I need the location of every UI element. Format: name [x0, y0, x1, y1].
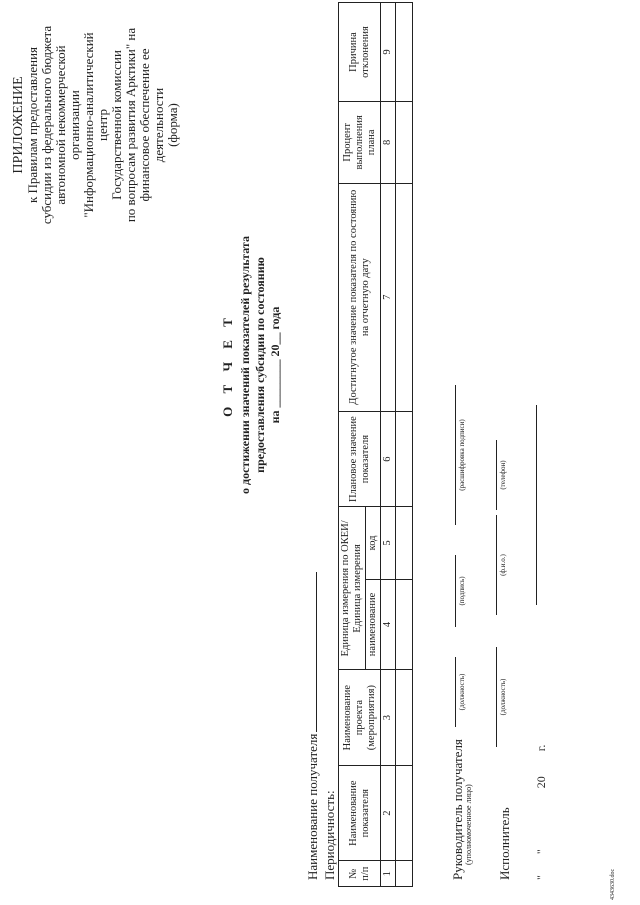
appendix-line: по вопросам развития Арктики" на: [123, 27, 138, 223]
column-header-unit-name: наименование: [366, 579, 381, 670]
report-subtitle-line: предоставления субсидии по состоянию: [253, 257, 267, 473]
column-number: 6: [381, 411, 396, 507]
signature-line: [496, 647, 497, 747]
position-caption: (должность): [499, 678, 507, 716]
empty-cell: [396, 670, 413, 766]
executor-label: Исполнитель: [497, 807, 512, 880]
signature-line: [455, 555, 456, 627]
head-position-signature: [455, 657, 466, 727]
head-signature-label: Руководитель получателя: [450, 739, 465, 880]
column-number: 1: [381, 861, 396, 887]
column-header-percent: Процент выполнения плана: [339, 102, 381, 184]
decode-caption: (расшифровка подписи): [458, 419, 466, 491]
head-signature-note: (уполномоченное лицо): [464, 784, 473, 865]
executor-fio-signature: [496, 515, 507, 615]
column-header-num: № п/п: [339, 861, 381, 887]
fio-caption: (ф.и.о.): [499, 554, 507, 576]
executor-position-signature: [496, 647, 507, 747]
date-year: 20: [534, 776, 548, 789]
column-header-unit: Единица измерения по ОКЕИ/Единица измерения: [339, 507, 366, 670]
position-caption: (должность): [458, 673, 466, 711]
signature-line: [496, 515, 497, 615]
column-header-unit-code: код: [366, 507, 381, 579]
empty-cell: [396, 411, 413, 507]
column-number: 3: [381, 670, 396, 766]
empty-row: [396, 3, 413, 887]
column-number: 7: [381, 183, 396, 411]
appendix-line: финансовое обеспечение ее деятельности: [137, 48, 166, 202]
report-subtitle: [238, 205, 283, 525]
appendix-form-label: (форма): [165, 103, 180, 147]
appendix-line: автономной некоммерческой организации: [53, 45, 82, 205]
indicators-table: [338, 2, 413, 887]
column-number: 8: [381, 102, 396, 184]
appendix-line: "Информационно-аналитический центр: [81, 32, 110, 218]
file-name-footer: 4343630.doc: [610, 868, 616, 900]
report-date-line: на ________ 20__ года: [268, 306, 282, 424]
phone-caption: (телефон): [499, 460, 507, 490]
column-number: 9: [381, 3, 396, 102]
report-title: О Т Ч Е Т: [220, 313, 235, 417]
empty-cell: [396, 183, 413, 411]
empty-cell: [396, 861, 413, 887]
column-header-indicator: Наименование показателя: [339, 765, 381, 861]
column-number: 2: [381, 765, 396, 861]
empty-cell: [396, 579, 413, 670]
empty-cell: [396, 102, 413, 184]
column-header-planned: Плановое значение показателя: [339, 411, 381, 507]
empty-cell: [396, 765, 413, 861]
date-line: [534, 745, 549, 880]
column-number-row: [381, 3, 396, 887]
date-suffix: г.: [534, 744, 548, 752]
column-header-project: Наименование проекта (мероприятия): [339, 670, 381, 766]
separator-line: [536, 405, 537, 605]
executor-phone-signature: [496, 440, 507, 510]
report-subtitle-line: о достижении значений показателей результата: [238, 236, 252, 494]
date-quote-close: ": [534, 849, 548, 855]
recipient-label: Наименование получателя: [305, 733, 320, 880]
appendix-line: субсидии из федерального бюджета: [39, 25, 54, 225]
head-sign-signature: [455, 555, 466, 627]
head-decode-signature: [455, 385, 466, 525]
appendix-line: Государственной комиссии: [109, 50, 124, 200]
date-quote-open: ": [534, 875, 548, 880]
appendix-line: к Правилам предоставления: [25, 46, 40, 204]
empty-cell: [396, 507, 413, 579]
signature-line: [496, 440, 497, 510]
column-number: 4: [381, 579, 396, 670]
sign-caption: (подпись): [458, 576, 466, 606]
column-header-achieved: Достигнутое значение показателя по состоянию на отчетную дату: [339, 183, 381, 411]
signature-line: [455, 657, 456, 727]
signature-line: [455, 385, 456, 525]
empty-cell: [396, 3, 413, 102]
appendix-block: [12, 25, 180, 225]
recipient-blank-line: [305, 572, 317, 732]
column-header-reason: Причина отклонения: [339, 3, 381, 102]
recipient-field: [305, 572, 321, 880]
bottom-rule: [536, 405, 539, 605]
periodicity-label: Периодичность:: [322, 790, 337, 880]
appendix-title: ПРИЛОЖЕНИЕ: [11, 76, 26, 174]
column-number: 5: [381, 507, 396, 579]
